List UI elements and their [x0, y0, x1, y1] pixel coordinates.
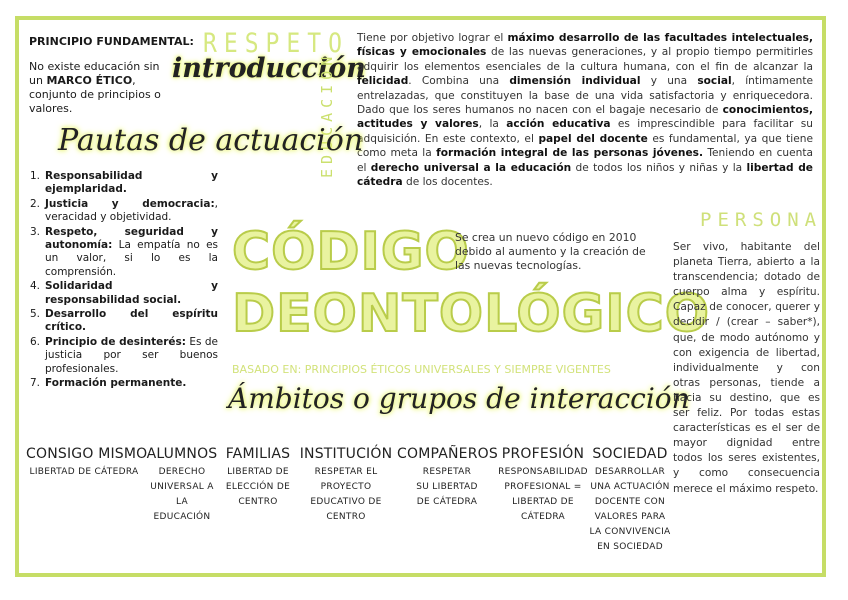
ambito-column: [296, 446, 396, 525]
pautas-list: [30, 170, 218, 392]
intro-paragraph: Tiene por objetivo lograr el máximo desarrollo de las facultades intelectuales, físicas y emocionales de las nuevas generaciones, y al propio tiempo permitirles adquirir los elementos esenciales de la cultura humana, con el fin de alcanzar la felicidad. Combina una dimensión individual y una social, íntimamente entrelazadas, que constituyen la base de una vida satisfactoria y enriquecedora. Dado que los seres humanos no nacen con el bagaje necesario de conocimientos, actitudes y valores, la acción educativa es imprescindible para facilitar su adquisición. En este contexto, el papel del docente es fundamental, ya que tiene como meta la formación integral de las personas jóvenes. Teniendo en cuenta el derecho universal a la educación de todos los niños y niñas y la libertad de cátedra de los docentes.: [357, 32, 814, 189]
ambito-column: [222, 446, 294, 510]
pauta-number: 2.: [30, 197, 41, 210]
principio-body: No existe educación sin un MARCO ÉTICO, conjunto de principios o valores.: [29, 60, 161, 115]
ambito-description: RESPONSABILIDAD PROFESIONAL = LIBERTAD DE CÁTEDRA: [498, 467, 588, 522]
ambitos-heading: Ámbitos o grupos de interacción: [228, 382, 690, 415]
emphasis-text: MARCO ÉTICO: [46, 74, 133, 87]
pauta-item: [30, 226, 218, 280]
educacion-label-text: EDUCACIÓN: [318, 51, 336, 178]
pauta-number: 3.: [30, 225, 41, 238]
pauta-number: 6.: [30, 335, 41, 348]
pauta-title: Formación permanente.: [45, 377, 187, 390]
ambito-description: DERECHO UNIVERSAL A LA EDUCACIÓN: [150, 467, 214, 522]
pauta-number: 4.: [30, 280, 41, 293]
codigo-note: Se crea un nuevo código en 2010 debido al aumento y la creación de las nuevas tecnologías.: [455, 231, 646, 272]
pauta-desc: , veracidad y objetividad.: [45, 197, 218, 224]
pauta-title: Principio de desinterés:: [45, 335, 186, 348]
emphasis-text: acción educativa: [506, 118, 611, 131]
pauta-item: [30, 308, 218, 335]
ambito-description: LIBERTAD DE ELECCIÓN DE CENTRO: [225, 467, 291, 507]
ambito-heading: COMPAÑEROS: [397, 446, 498, 462]
pauta-title: Justicia y democracia:: [45, 197, 215, 210]
ambito-column: [142, 446, 222, 525]
emphasis-text: dimensión individual: [509, 75, 641, 88]
respeto-heading: RESPETO: [203, 29, 349, 59]
ambito-column: [397, 446, 497, 510]
introduccion-heading: introducción: [172, 53, 366, 84]
ambito-heading: SOCIEDAD: [592, 446, 668, 462]
basado-en-line: BASADO EN: PRINCIPIOS ÉTICOS UNIVERSALES Y SIEMPRE VIGENTES: [232, 363, 611, 376]
emphasis-text: derecho universal a la educación: [370, 161, 572, 174]
ambito-description: RESPETAR EL PROYECTO EDUCATIVO DE CENTRO: [310, 467, 382, 522]
ambito-heading: INSTITUCIÓN: [299, 446, 393, 462]
ambito-description: LIBERTAD DE CÁTEDRA: [29, 467, 139, 477]
pauta-number: 7.: [30, 377, 41, 390]
pauta-item: [30, 280, 218, 307]
ambito-column: [26, 446, 148, 480]
emphasis-text: papel del docente: [538, 132, 648, 145]
persona-text: Ser vivo, habitante del planeta Tierra, abierto a la transcendencia; dotado de cuerpo alma y espíritu. Capaz de conocer, querer y decidir / (crear – saber*), que, de modo autónomo y con exigencia de libertad, individualmente y con otras personas, tiende a hacia su destino, que es ser feliz. Por todas estas características es el ser de mayor dignidad entre todos los seres existentes, y como consecuencia merece el máximo respeto.: [673, 241, 820, 495]
pauta-title: Respeto, seguridad y autonomía:: [45, 225, 218, 252]
emphasis-text: felicidad: [357, 75, 409, 88]
pauta-item: [30, 336, 218, 376]
ambito-column: [590, 446, 670, 555]
ambito-column: [498, 446, 588, 525]
ambito-heading: ALUMNOS: [146, 446, 218, 462]
pauta-number: 5.: [30, 308, 41, 321]
pauta-title: Responsabilidad y ejemplaridad.: [45, 170, 218, 196]
pauta-title: Desarrollo del espíritu crítico.: [45, 308, 218, 334]
pauta-desc: Es de justicia por ser buenos profesionales.: [45, 335, 218, 375]
pauta-title: Solidaridad y responsabilidad social.: [45, 280, 218, 306]
pauta-item: [30, 198, 218, 225]
principio-title: PRINCIPIO FUNDAMENTAL:: [29, 35, 194, 48]
pauta-number: 1.: [30, 170, 41, 182]
emphasis-text: libertad de cátedra: [357, 161, 813, 189]
pauta-desc: La empatía no es un valor, si lo es la comprensión.: [45, 239, 218, 278]
pauta-item: [30, 170, 218, 197]
emphasis-text: conocimientos, actitudes y valores: [357, 104, 813, 131]
emphasis-text: formación integral de las personas jóvenes.: [436, 147, 703, 160]
title-codigo: CÓDIGO: [232, 222, 470, 282]
emphasis-text: social: [697, 75, 732, 88]
emphasis-text: máximo desarrollo de las facultades intelectuales, físicas y emocionales: [357, 32, 813, 59]
ambito-heading: PROFESIÓN: [501, 446, 585, 462]
principio-text: [29, 60, 167, 116]
educacion-vertical-label: [318, 48, 338, 178]
ambito-heading: CONSIGO MISMO: [26, 446, 148, 462]
persona-heading: PERSONA: [700, 209, 823, 231]
pautas-heading: Pautas de actuación: [58, 123, 364, 158]
ambito-description: RESPETAR SU LIBERTAD DE CÁTEDRA: [416, 467, 478, 507]
ambito-heading: FAMILIAS: [225, 446, 291, 462]
pauta-item: [30, 377, 218, 390]
title-deontologico: DEONTOLÓGICO: [232, 284, 710, 344]
ambito-description: DESARROLLAR UNA ACTUACIÓN DOCENTE CON VALORES PARA LA CONVIVENCIA EN SOCIEDAD: [589, 467, 671, 552]
